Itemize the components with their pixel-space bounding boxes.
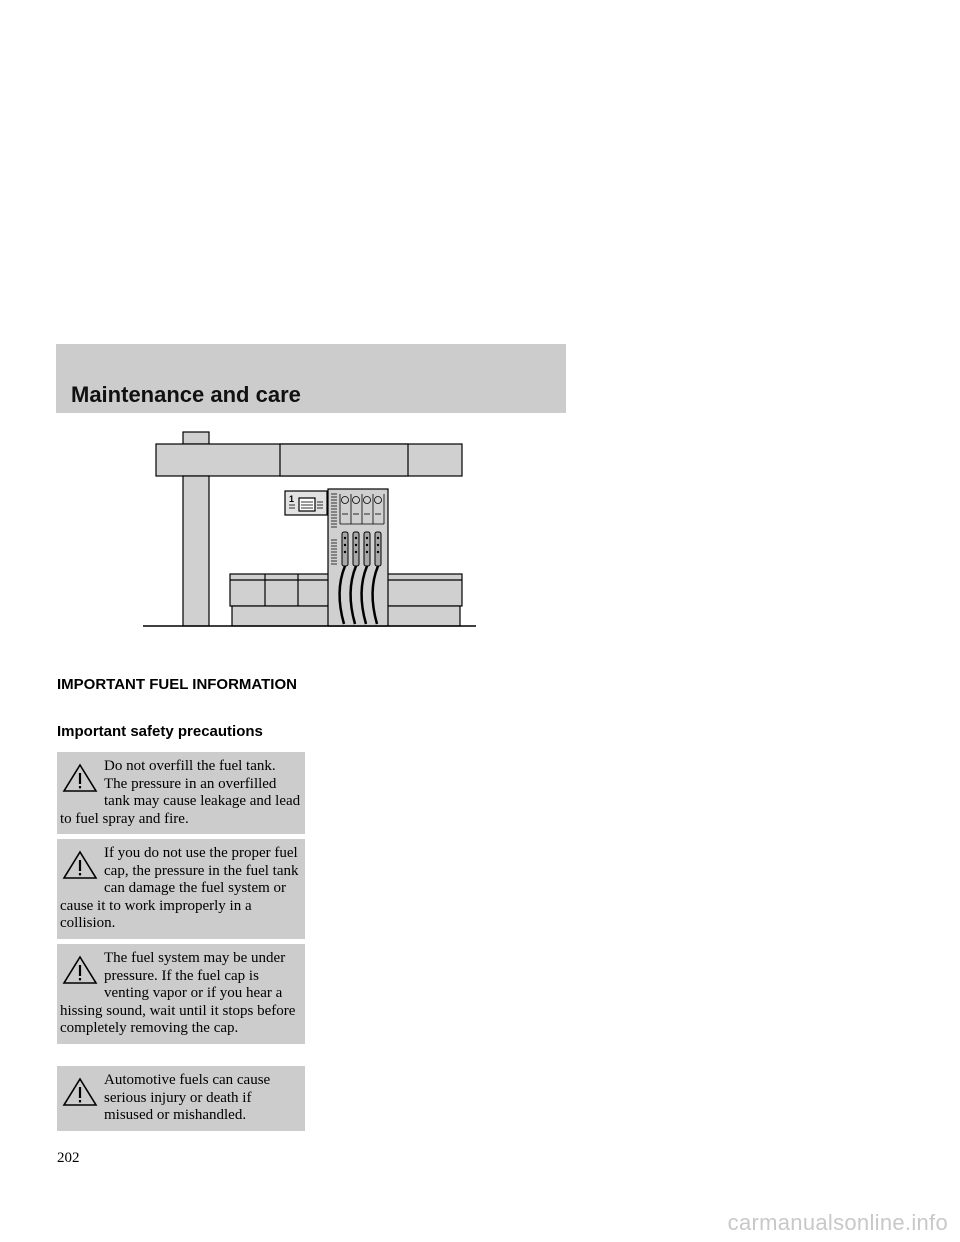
warning-box-fuels <box>57 1066 305 1131</box>
warning-triangle-icon <box>60 1076 100 1108</box>
warning-triangle-icon <box>60 762 100 794</box>
warning-text: If you do not use the proper fuel cap, the pressure in the fuel tank can damage the fuel system or cause it to work improperly in a collision. <box>60 845 299 931</box>
watermark: carmanualsonline.info <box>727 1210 948 1235</box>
section-title: Maintenance and care <box>71 382 301 407</box>
canopy-cap <box>183 432 209 444</box>
warning-triangle-icon <box>60 954 100 986</box>
warning-text: Automotive fuels can cause serious injury or death if misused or mishandled. <box>104 1072 271 1123</box>
pump-number: 1 <box>289 494 295 504</box>
warning-box-pressure <box>57 944 305 1044</box>
canopy-sign <box>280 444 408 476</box>
section-header <box>56 344 566 413</box>
section-heading: IMPORTANT FUEL INFORMATION <box>57 676 297 693</box>
warning-triangle-icon <box>60 849 100 881</box>
page-number: 202 <box>57 1150 80 1166</box>
section-subheading: Important safety precautions <box>57 723 263 740</box>
warning-box-overfill <box>57 752 305 834</box>
fuel-station-illustration <box>140 428 480 638</box>
warning-text: Do not overfill the fuel tank. The pressure in an overfilled tank may cause leakage and lead to fuel spray and fire. <box>60 758 301 827</box>
warning-text: The fuel system may be under pressure. If the fuel cap is venting vapor or if you hear a hissing sound, wait until it stops before completely removing the cap. <box>60 950 296 1036</box>
warning-box-fuel-cap <box>57 839 305 939</box>
canopy-pillar <box>183 476 209 626</box>
